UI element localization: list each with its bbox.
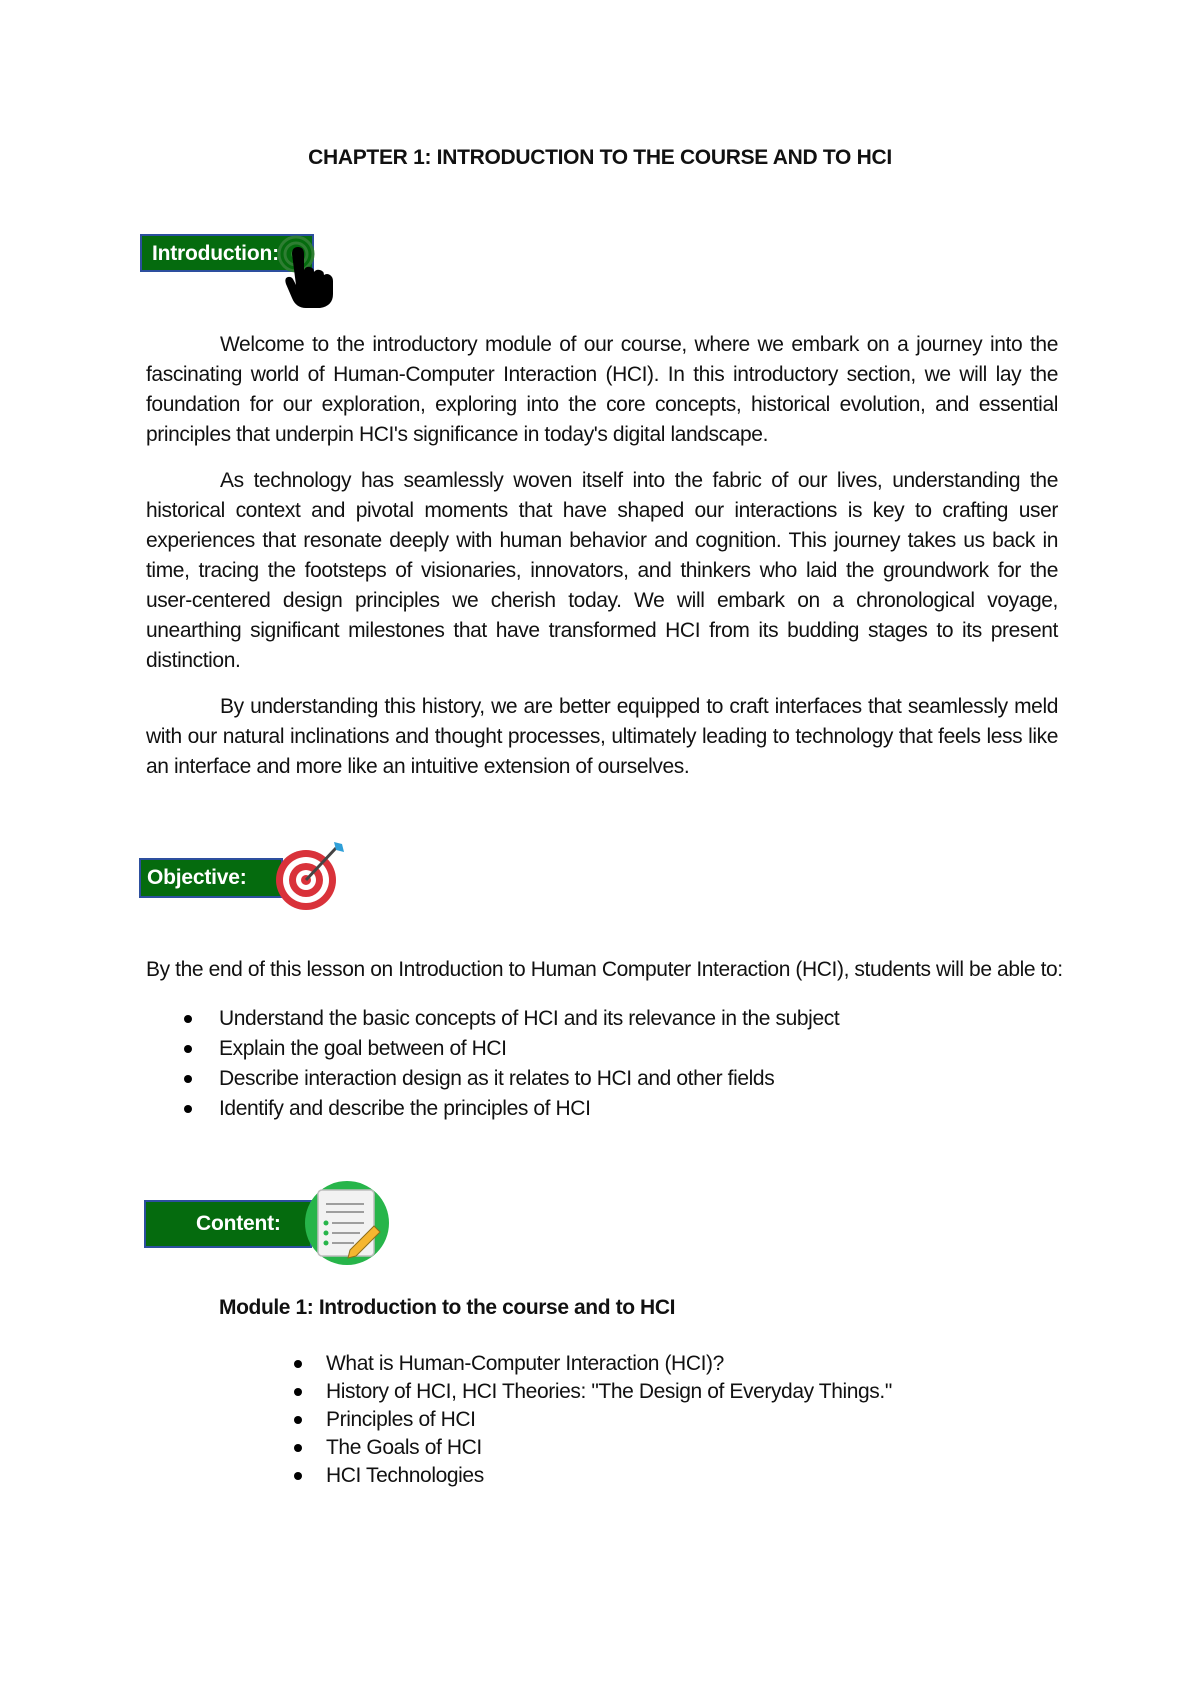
module-topic-list — [290, 1350, 892, 1490]
checklist-icon — [304, 1180, 390, 1266]
objective-item: Identify and describe the principles of HCI — [146, 1094, 839, 1124]
module-topic-item: What is Human-Computer Interaction (HCI)? — [290, 1350, 892, 1378]
objective-item: Describe interaction design as it relates to HCI and other fields — [146, 1064, 839, 1094]
introduction-body — [146, 330, 1058, 798]
objective-item: Understand the basic concepts of HCI and its relevance in the subject — [146, 1004, 839, 1034]
module-topic-item: The Goals of HCI — [290, 1434, 892, 1462]
introduction-paragraph: Welcome to the introductory module of our course, where we embark on a journey into the fascinating world of Human-Computer Interaction (HCI). In this introductory section, we will lay the foundation for our exploration, exploring into the core concepts, historical evolution, and essential principles that underpin HCI's significance in today's digital landscape. — [146, 333, 1058, 446]
module-heading: Module 1: Introduction to the course and to HCI — [219, 1296, 676, 1319]
module-topic-item: History of HCI, HCI Theories: "The Design of Everyday Things." — [290, 1378, 892, 1406]
target-icon — [272, 838, 348, 914]
objective-item: Explain the goal between of HCI — [146, 1034, 839, 1064]
objective-lead: By the end of this lesson on Introduction to Human Computer Interaction (HCI), students will be able to: — [146, 958, 1063, 981]
hand-pointer-icon — [276, 234, 348, 310]
content-banner — [144, 1200, 312, 1248]
objective-banner — [139, 858, 283, 898]
objective-list — [146, 1004, 839, 1124]
introduction-paragraph: By understanding this history, we are better equipped to craft interfaces that seamlessly meld with our natural inclinations and thought processes, ultimately leading to technology that feels less like an interface and more like an intuitive extension of ourselves. — [146, 695, 1058, 778]
chapter-title: CHAPTER 1: INTRODUCTION TO THE COURSE AND TO HCI — [308, 146, 892, 169]
module-topic-item: Principles of HCI — [290, 1406, 892, 1434]
module-topic-item: HCI Technologies — [290, 1462, 892, 1490]
introduction-paragraph: As technology has seamlessly woven itself into the fabric of our lives, understanding the historical context and pivotal moments that have shaped our interactions is key to crafting user experiences that resonate deeply with human behavior and cognition. This journey takes us back in time, tracing the footsteps of visionaries, innovators, and thinkers who laid the groundwork for the user-centered design principles we cherish today. We will embark on a chronological voyage, unearthing significant milestones that have transformed HCI from its budding stages to its present distinction. — [146, 469, 1058, 672]
objective-label: Objective: — [147, 866, 247, 889]
introduction-label: Introduction: — [152, 242, 279, 265]
content-label: Content: — [196, 1212, 281, 1235]
